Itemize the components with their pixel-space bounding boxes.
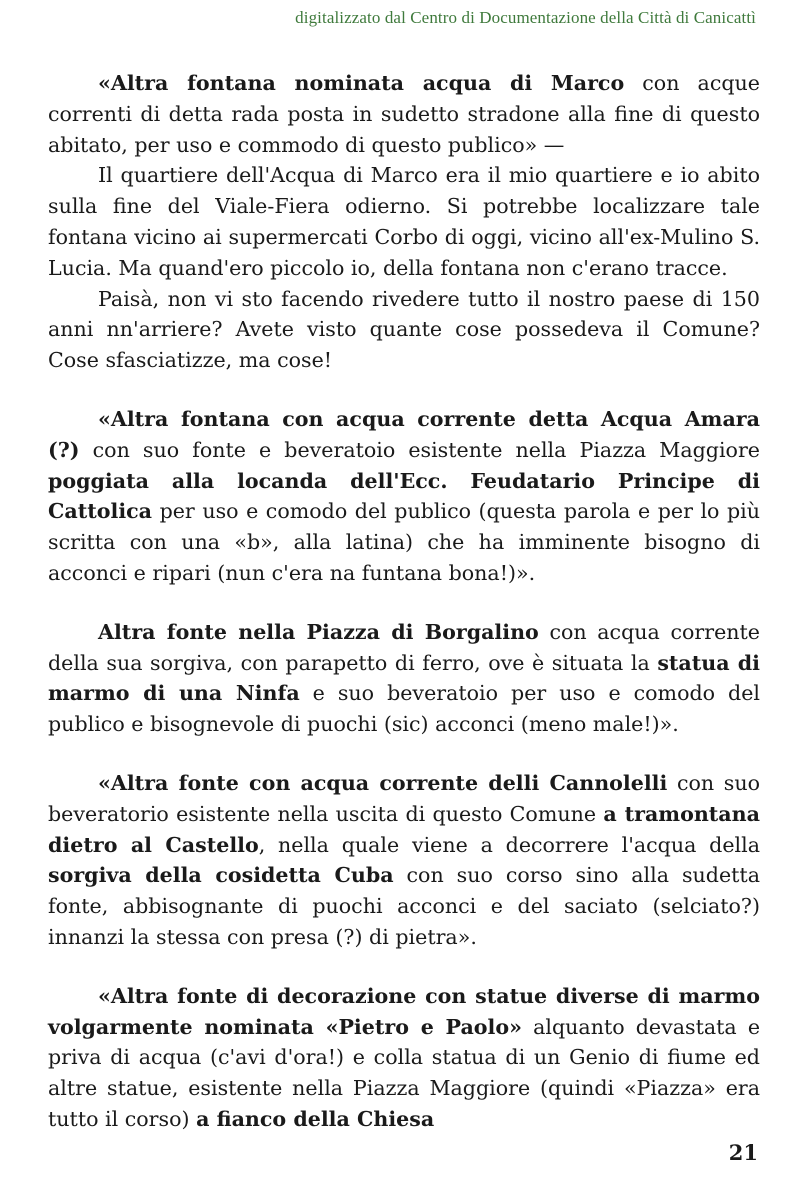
paragraph bbox=[48, 617, 760, 740]
text-run: Paisà, non vi sto facendo rivedere tutto il nostro paese di 150 anni nn'arriere? Avete visto quante cose possedeva il Comune? Cose sfasciatizze, ma cose! bbox=[48, 286, 760, 373]
bold-text-run: a fianco della Chiesa bbox=[196, 1106, 435, 1131]
paragraph bbox=[48, 981, 760, 1135]
text-run: e suo beveratoio per uso e comodo del publico e bisognevole di puochi (sic) acconci (meno male!)». bbox=[48, 681, 760, 737]
text-run: con suo beveratorio esistente nella uscita di questo Comune bbox=[48, 770, 760, 826]
bold-text-run: poggiata alla locanda dell'Ecc. Feudatario Principe di Cattolica bbox=[48, 468, 760, 524]
paragraph bbox=[48, 768, 760, 953]
text-run: per uso e comodo del publico (questa parola e per lo più scritta con una «b», alla latina) che ha imminente bisogno di acconci e ripari (nun c'era na funtana bona!)». bbox=[48, 499, 760, 585]
bold-text-run: «Altra fontana nominata acqua di Marco bbox=[98, 71, 625, 95]
bold-text-run: «Altra fonte con acqua corrente delli Cannolelli bbox=[98, 770, 668, 795]
bold-text-run: «Altra fonte di decorazione con statue diverse di marmo volgarmente nominata «Pietro e Paolo» bbox=[48, 983, 760, 1039]
bold-text-run: «Altra fontana con acqua corrente detta Acqua Amara (?) bbox=[48, 406, 760, 462]
paragraph bbox=[48, 404, 760, 589]
body-text bbox=[48, 68, 760, 1135]
text-run: con acqua corrente della sua sorgiva, con parapetto di ferro, ove è situata la bbox=[48, 619, 760, 675]
text-run: con suo corso sino alla sudetta fonte, abbisognante di puochi acconci e del saciato (selciato?) innanzi la stessa con presa (?) di pietra». bbox=[48, 863, 760, 949]
text-run: con suo fonte e beveratoio esistente nella Piazza Maggiore bbox=[79, 437, 760, 462]
text-run: con acque correnti di detta rada posta in sudetto stradone alla fine di questo abitato, per uso e commodo di questo publico» — bbox=[48, 71, 760, 157]
text-run: , nella quale viene a decorrere l'acqua della bbox=[258, 832, 760, 857]
bold-text-run: Altra fonte nella Piazza di Borgalino bbox=[98, 619, 539, 644]
bold-text-run: a tramontana dietro al Castello bbox=[48, 801, 760, 857]
paragraph bbox=[48, 68, 760, 160]
text-run: Il quartiere dell'Acqua di Marco era il mio quartiere e io abito sulla fine del Viale-Fiera odierno. Si potrebbe localizzare tale fontana vicino ai supermercati Corbo di oggi, vicino all'ex-Mulino S. Lucia. Ma quand'ero piccolo io, della fontana non c'erano tracce. bbox=[48, 163, 760, 280]
text-run: alquanto devastata e priva di acqua (c'avi d'ora!) e colla statua di un Genio di fiume ed altre statue, esistente nella Piazza Maggiore (quindi «Piazza» era tutto il corso) bbox=[48, 1014, 761, 1131]
digitization-watermark: digitalizzato dal Centro di Documentazione della Città di Canicattì bbox=[295, 8, 756, 27]
bold-text-run: statua di marmo di una Ninfa bbox=[48, 650, 761, 706]
paragraph bbox=[48, 284, 760, 376]
bold-text-run: sorgiva della cosidetta Cuba bbox=[48, 863, 394, 888]
page-number: 21 bbox=[728, 1140, 758, 1165]
paragraph bbox=[48, 160, 760, 283]
